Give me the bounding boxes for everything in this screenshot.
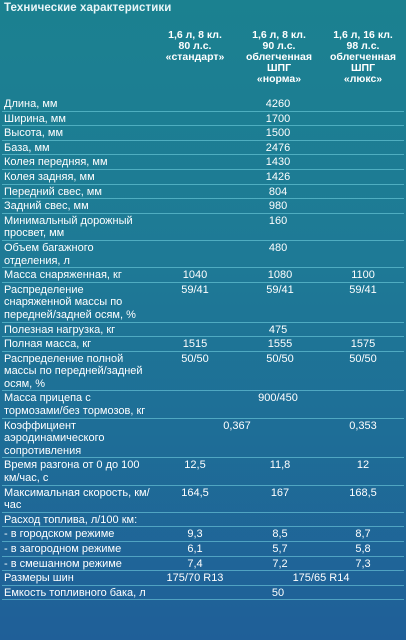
row-value: 480	[152, 240, 404, 267]
table-row	[2, 155, 404, 170]
column-header-line: «стандарт»	[165, 51, 225, 63]
row-label: Ширина, мм	[2, 111, 152, 126]
column-header-line: «люкс»	[343, 73, 383, 85]
row-label: Распределение полной массы по передней/задней осям, %	[2, 351, 152, 391]
row-value: 175/70 R13	[152, 571, 238, 586]
row-value: 6,1	[152, 542, 238, 557]
column-header-line: 1,6 л, 16 кл.	[333, 29, 393, 41]
row-label: Минимальный дорожный просвет, мм	[2, 213, 152, 240]
specs-table	[2, 97, 404, 600]
row-value: 50/50	[238, 351, 322, 391]
row-value: 1700	[152, 111, 404, 126]
row-label: Емкость топливного бака, л	[2, 585, 152, 600]
table-row	[2, 97, 404, 111]
table-row	[2, 391, 404, 418]
row-value: 50/50	[152, 351, 238, 391]
row-value: 900/450	[152, 391, 404, 418]
row-value: 50	[152, 585, 404, 600]
row-label: Расход топлива, л/100 км:	[2, 512, 152, 527]
table-row	[2, 140, 404, 155]
row-value: 7,2	[238, 556, 322, 571]
table-row	[2, 337, 404, 352]
column-header-line: ШПГ	[350, 62, 376, 74]
row-value: 59/41	[322, 282, 404, 322]
row-value: 980	[152, 199, 404, 214]
table-row	[2, 571, 404, 586]
column-header-standard	[154, 30, 236, 63]
row-value: 12	[322, 458, 404, 485]
table-row	[2, 240, 404, 267]
row-value: 175/65 R14	[238, 571, 404, 586]
row-label: Высота, мм	[2, 126, 152, 141]
row-value: 5,7	[238, 542, 322, 557]
row-value: 5,8	[322, 542, 404, 557]
row-value: 4260	[152, 97, 404, 111]
row-value: 59/41	[152, 282, 238, 322]
empty-cell	[152, 512, 404, 527]
table-row	[2, 585, 404, 600]
row-value: 0,367	[152, 418, 322, 458]
row-label: Задний свес, мм	[2, 199, 152, 214]
column-header-line: «норма»	[256, 73, 302, 85]
table-row	[2, 351, 404, 391]
row-value: 1555	[238, 337, 322, 352]
row-value: 164,5	[152, 485, 238, 512]
row-value: 1500	[152, 126, 404, 141]
table-row	[2, 268, 404, 283]
table-row	[2, 126, 404, 141]
row-label: - в смешанном режиме	[2, 556, 152, 571]
row-value: 1040	[152, 268, 238, 283]
table-row	[2, 485, 404, 512]
row-value: 2476	[152, 140, 404, 155]
row-label: База, мм	[2, 140, 152, 155]
table-row	[2, 512, 404, 527]
table-row	[2, 184, 404, 199]
row-label: Время разгона от 0 до 100 км/час, с	[2, 458, 152, 485]
table-row	[2, 418, 404, 458]
row-value: 12,5	[152, 458, 238, 485]
row-value: 7,3	[322, 556, 404, 571]
row-value: 475	[152, 322, 404, 337]
row-label: Длина, мм	[2, 97, 152, 111]
row-label: Полная масса, кг	[2, 337, 152, 352]
table-row	[2, 458, 404, 485]
row-value: 9,3	[152, 527, 238, 542]
row-label: Колея передняя, мм	[2, 155, 152, 170]
row-label: Распределение снаряженной массы по передней/задней осям, %	[2, 282, 152, 322]
table-row	[2, 542, 404, 557]
column-header-norma	[238, 30, 320, 85]
row-value: 160	[152, 213, 404, 240]
row-label: - в загородном режиме	[2, 542, 152, 557]
row-value: 1430	[152, 155, 404, 170]
row-label: Колея задняя, мм	[2, 169, 152, 184]
table-row	[2, 169, 404, 184]
row-value: 11,8	[238, 458, 322, 485]
table-row	[2, 111, 404, 126]
table-row	[2, 213, 404, 240]
column-header-line: облегченная	[246, 51, 312, 63]
row-value: 168,5	[322, 485, 404, 512]
row-value: 1426	[152, 169, 404, 184]
table-row	[2, 527, 404, 542]
row-value: 7,4	[152, 556, 238, 571]
page-title: Технические характеристики	[4, 2, 172, 14]
table-row	[2, 282, 404, 322]
row-value: 59/41	[238, 282, 322, 322]
table-row	[2, 556, 404, 571]
column-header-line: ШПГ	[266, 62, 292, 74]
column-header-lux	[322, 30, 404, 85]
row-value: 0,353	[322, 418, 404, 458]
column-header-line: облегченная	[330, 51, 396, 63]
row-label: Масса снаряженная, кг	[2, 268, 152, 283]
row-value: 1100	[322, 268, 404, 283]
row-value: 167	[238, 485, 322, 512]
row-label: Коэффициент аэродинамического сопротивления	[2, 418, 152, 458]
column-header-line: 80 л.с.	[178, 40, 212, 52]
row-value: 1080	[238, 268, 322, 283]
column-header-line: 98 л.с.	[346, 40, 380, 52]
row-label: - в городском режиме	[2, 527, 152, 542]
row-label: Размеры шин	[2, 571, 152, 586]
row-value: 1575	[322, 337, 404, 352]
row-label: Полезная нагрузка, кг	[2, 322, 152, 337]
table-row	[2, 199, 404, 214]
specs-table-body	[2, 97, 404, 600]
row-label: Объем багажного отделения, л	[2, 240, 152, 267]
table-row	[2, 322, 404, 337]
column-header-line: 1,6 л, 8 кл.	[168, 29, 222, 41]
row-value: 804	[152, 184, 404, 199]
row-label: Передний свес, мм	[2, 184, 152, 199]
row-label: Максимальная скорость, км/час	[2, 485, 152, 512]
row-value: 1515	[152, 337, 238, 352]
row-value: 50/50	[322, 351, 404, 391]
column-header-line: 90 л.с.	[262, 40, 296, 52]
column-header-line: 1,6 л, 8 кл.	[252, 29, 306, 41]
row-label: Масса прицепа с тормозами/без тормозов, кг	[2, 391, 152, 418]
row-value: 8,7	[322, 527, 404, 542]
row-value: 8,5	[238, 527, 322, 542]
